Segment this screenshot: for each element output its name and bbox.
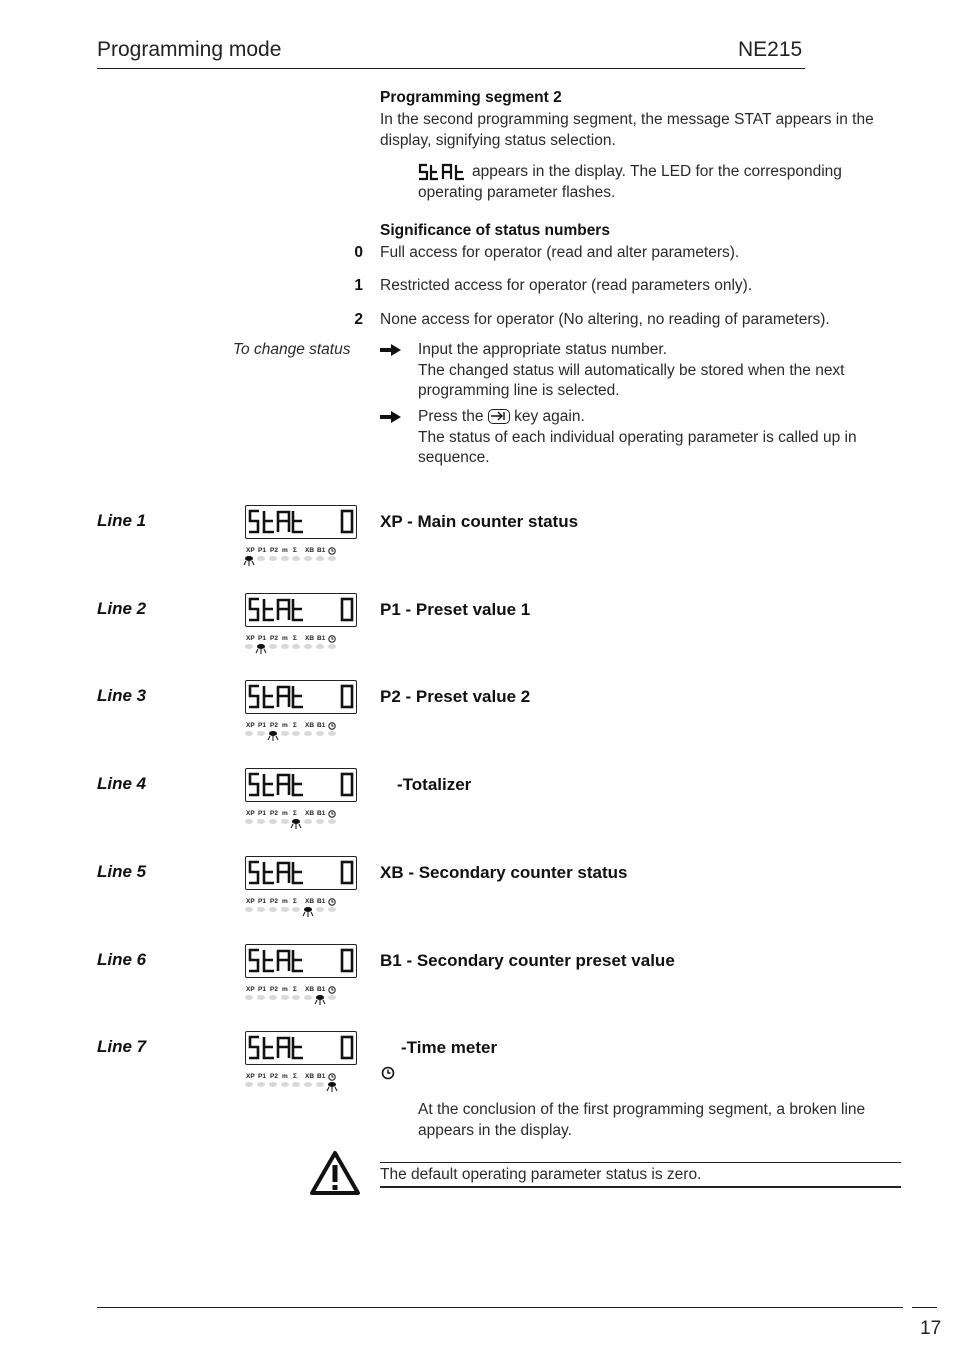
led-inactive bbox=[292, 995, 300, 1000]
led-inactive bbox=[328, 644, 336, 649]
change-step2-line2: The status of each individual operating parameter is called up in sequence. bbox=[418, 428, 857, 466]
change-step2-line1 bbox=[418, 407, 908, 428]
lcd-stat-0-glyphs bbox=[246, 769, 356, 801]
led-indicator-row bbox=[0, 547, 954, 571]
led-label: Σ bbox=[293, 635, 297, 642]
led-label: Σ bbox=[293, 1073, 297, 1080]
change-step1-line1: Input the appropriate status number. bbox=[418, 341, 668, 358]
warning-triangle-icon bbox=[309, 1150, 361, 1196]
lcd-display bbox=[245, 768, 357, 802]
led-label: XP bbox=[246, 1073, 255, 1080]
led-inactive bbox=[269, 819, 277, 824]
conclusion-text: At the conclusion of the first programming segment, a broken line appears in the display. bbox=[418, 1101, 866, 1139]
led-label: XP bbox=[246, 722, 255, 729]
led-label: XB bbox=[305, 986, 315, 993]
led-inactive bbox=[316, 1082, 324, 1087]
led-inactive bbox=[304, 644, 312, 649]
led-inactive bbox=[269, 907, 277, 912]
led-inactive bbox=[316, 644, 324, 649]
led-inactive bbox=[245, 1082, 253, 1087]
line-title: XB - Secondary counter status bbox=[380, 863, 628, 882]
clock-icon bbox=[328, 722, 336, 730]
led-inactive bbox=[328, 556, 336, 561]
led-label: B1 bbox=[317, 986, 326, 993]
led-inactive bbox=[316, 907, 324, 912]
line-label: Line 3 bbox=[97, 686, 147, 705]
lcd-stat-0-glyphs bbox=[246, 594, 356, 626]
led-label: B1 bbox=[317, 547, 326, 554]
line-label: Line 1 bbox=[97, 511, 147, 530]
line-label: Line 2 bbox=[97, 599, 147, 618]
led-label: B1 bbox=[317, 1073, 326, 1080]
led-inactive bbox=[245, 907, 253, 912]
status-number-0: 0 bbox=[354, 244, 363, 261]
line-title: B1 - Secondary counter preset value bbox=[380, 951, 675, 970]
led-label: P2 bbox=[270, 722, 278, 729]
lcd-stat-0-glyphs bbox=[246, 506, 356, 538]
clock-icon bbox=[328, 635, 336, 643]
led-indicator-row bbox=[0, 722, 954, 746]
led-flash-icon bbox=[314, 999, 326, 1005]
warning-rule-bottom bbox=[380, 1186, 901, 1188]
led-inactive bbox=[257, 819, 265, 824]
led-label: B1 bbox=[317, 722, 326, 729]
lcd-display bbox=[245, 505, 357, 539]
led-inactive bbox=[257, 731, 265, 736]
led-inactive bbox=[257, 1082, 265, 1087]
led-inactive bbox=[281, 819, 289, 824]
led-label: P2 bbox=[270, 810, 278, 817]
led-label: m bbox=[282, 635, 288, 642]
led-label: B1 bbox=[317, 810, 326, 817]
led-inactive bbox=[281, 1082, 289, 1087]
led-flash-icon bbox=[290, 823, 302, 829]
led-label: Σ bbox=[293, 898, 297, 905]
change-status-label: To change status bbox=[233, 341, 351, 358]
led-inactive bbox=[281, 556, 289, 561]
led-inactive bbox=[257, 995, 265, 1000]
footer-rule-short bbox=[912, 1307, 937, 1308]
led-inactive bbox=[316, 731, 324, 736]
led-inactive bbox=[281, 644, 289, 649]
led-flash-icon bbox=[243, 560, 255, 566]
led-label: P1 bbox=[258, 635, 266, 642]
clock-icon bbox=[381, 1066, 395, 1080]
led-inactive bbox=[245, 819, 253, 824]
led-label: P1 bbox=[258, 722, 266, 729]
page-title: Programming mode bbox=[97, 38, 282, 61]
led-inactive bbox=[245, 995, 253, 1000]
led-inactive bbox=[328, 731, 336, 736]
clock-icon bbox=[328, 986, 336, 994]
led-label: P2 bbox=[270, 635, 278, 642]
led-label: m bbox=[282, 810, 288, 817]
line-title: XP - Main counter status bbox=[380, 512, 579, 531]
led-label: XB bbox=[305, 722, 315, 729]
lcd-display bbox=[245, 593, 357, 627]
line-label: Line 4 bbox=[97, 774, 147, 793]
lcd-display bbox=[245, 944, 357, 978]
led-label: P1 bbox=[258, 1073, 266, 1080]
led-label: P2 bbox=[270, 547, 278, 554]
header-rule bbox=[97, 68, 805, 69]
change-step2-before: Press the bbox=[418, 408, 484, 425]
led-inactive bbox=[269, 644, 277, 649]
line-label: Line 7 bbox=[97, 1037, 147, 1056]
led-label: XP bbox=[246, 810, 255, 817]
led-label: m bbox=[282, 547, 288, 554]
led-inactive bbox=[304, 556, 312, 561]
led-inactive bbox=[328, 907, 336, 912]
status-number-1: 1 bbox=[354, 277, 363, 294]
led-inactive bbox=[269, 995, 277, 1000]
line-title: -Time meter bbox=[401, 1038, 498, 1057]
lcd-display bbox=[245, 1031, 357, 1065]
led-label: XP bbox=[246, 986, 255, 993]
line-title: P2 - Preset value 2 bbox=[380, 687, 531, 706]
led-label: XB bbox=[305, 547, 315, 554]
led-label: Σ bbox=[293, 810, 297, 817]
warning-text: The default operating parameter status is zero. bbox=[380, 1166, 702, 1183]
change-step1 bbox=[418, 340, 908, 402]
led-label: P2 bbox=[270, 1073, 278, 1080]
led-label: XB bbox=[305, 635, 315, 642]
enter-key-icon bbox=[488, 409, 510, 424]
led-inactive bbox=[281, 731, 289, 736]
led-inactive bbox=[269, 1082, 277, 1087]
line-title: P1 - Preset value 1 bbox=[380, 600, 531, 619]
led-inactive bbox=[245, 731, 253, 736]
arrow-right-icon bbox=[380, 343, 402, 357]
led-label: B1 bbox=[317, 635, 326, 642]
led-label: m bbox=[282, 986, 288, 993]
led-inactive bbox=[281, 907, 289, 912]
led-indicator-row bbox=[0, 810, 954, 834]
clock-icon bbox=[328, 547, 336, 555]
significance-heading: Significance of status numbers bbox=[380, 222, 610, 239]
led-label: P1 bbox=[258, 810, 266, 817]
led-flash-icon bbox=[267, 735, 279, 741]
led-label: XB bbox=[305, 810, 315, 817]
change-step2 bbox=[418, 407, 908, 469]
led-label: Σ bbox=[293, 547, 297, 554]
clock-icon bbox=[328, 898, 336, 906]
change-step2-after: key again. bbox=[514, 408, 585, 425]
warning-rule-top bbox=[380, 1162, 901, 1163]
led-inactive bbox=[292, 556, 300, 561]
model-name: NE215 bbox=[738, 38, 803, 61]
led-inactive bbox=[269, 556, 277, 561]
line-label: Line 6 bbox=[97, 950, 147, 969]
led-indicator-row bbox=[0, 1073, 954, 1097]
led-inactive bbox=[292, 907, 300, 912]
led-indicator-row bbox=[0, 986, 954, 1010]
clock-icon bbox=[328, 810, 336, 818]
clock-icon bbox=[328, 1073, 336, 1081]
led-label: XB bbox=[305, 1073, 315, 1080]
lcd-stat-0-glyphs bbox=[246, 681, 356, 713]
lcd-stat-0-glyphs bbox=[246, 1032, 356, 1064]
led-label: m bbox=[282, 1073, 288, 1080]
led-inactive bbox=[304, 731, 312, 736]
led-inactive bbox=[304, 995, 312, 1000]
led-inactive bbox=[316, 556, 324, 561]
change-step1-line2: The changed status will automatically be stored when the next programming line is selected. bbox=[418, 361, 845, 399]
segment2-heading: Programming segment 2 bbox=[380, 89, 562, 106]
led-label: P2 bbox=[270, 898, 278, 905]
led-label: P1 bbox=[258, 986, 266, 993]
led-indicator-row bbox=[0, 635, 954, 659]
led-label: P1 bbox=[258, 898, 266, 905]
segment2-text: In the second programming segment, the message STAT appears in the display, signifying status selection. bbox=[380, 111, 874, 149]
led-label: XP bbox=[246, 547, 255, 554]
led-flash-icon bbox=[302, 911, 314, 917]
led-flash-icon bbox=[255, 648, 267, 654]
status-text-2: None access for operator (No altering, no reading of parameters). bbox=[380, 311, 830, 328]
segment2-note: appears in the display. The LED for the corresponding operating parameter flashes. bbox=[418, 163, 842, 201]
led-inactive bbox=[257, 907, 265, 912]
status-number-2: 2 bbox=[354, 311, 363, 328]
led-flash-icon bbox=[326, 1086, 338, 1092]
led-label: m bbox=[282, 898, 288, 905]
status-text-1: Restricted access for operator (read parameters only). bbox=[380, 277, 753, 294]
line-label: Line 5 bbox=[97, 862, 147, 881]
status-text-0: Full access for operator (read and alter parameters). bbox=[380, 244, 740, 261]
led-indicator-row bbox=[0, 898, 954, 922]
footer-rule bbox=[97, 1307, 903, 1308]
led-inactive bbox=[257, 556, 265, 561]
led-label: Σ bbox=[293, 986, 297, 993]
lcd-stat-0-glyphs bbox=[246, 857, 356, 889]
led-inactive bbox=[304, 819, 312, 824]
led-label: XP bbox=[246, 898, 255, 905]
arrow-right-icon bbox=[380, 410, 402, 424]
led-label: P2 bbox=[270, 986, 278, 993]
led-label: Σ bbox=[293, 722, 297, 729]
lcd-display bbox=[245, 856, 357, 890]
lcd-display bbox=[245, 680, 357, 714]
led-label: B1 bbox=[317, 898, 326, 905]
led-inactive bbox=[304, 1082, 312, 1087]
led-inactive bbox=[245, 644, 253, 649]
page-number: 17 bbox=[920, 1318, 942, 1339]
led-label: XB bbox=[305, 898, 315, 905]
led-inactive bbox=[281, 995, 289, 1000]
led-label: m bbox=[282, 722, 288, 729]
led-inactive bbox=[316, 819, 324, 824]
lcd-stat-0-glyphs bbox=[246, 945, 356, 977]
led-inactive bbox=[292, 731, 300, 736]
led-inactive bbox=[328, 995, 336, 1000]
led-inactive bbox=[292, 644, 300, 649]
led-inactive bbox=[328, 819, 336, 824]
line-title: -Totalizer bbox=[397, 775, 472, 794]
led-label: P1 bbox=[258, 547, 266, 554]
led-label: XP bbox=[246, 635, 255, 642]
led-inactive bbox=[292, 1082, 300, 1087]
